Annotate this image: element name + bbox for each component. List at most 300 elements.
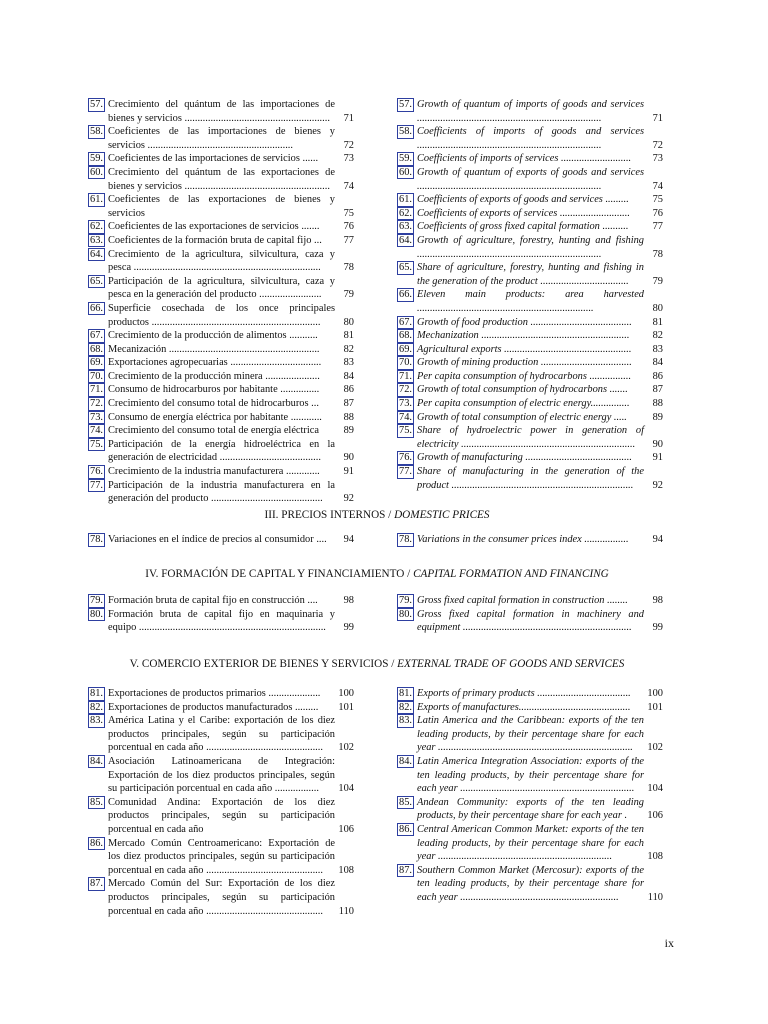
entry-number-link[interactable]: 63. [90,234,103,246]
toc-entry [88,837,354,878]
entry-number-cell [397,220,417,234]
entry-number-cell [88,152,108,166]
entry-title: Variations in the consumer prices index ................. [417,534,629,545]
entry-number-link[interactable]: 78. [399,534,412,545]
entry-number-link[interactable]: 85. [399,796,412,808]
toc-entry [397,796,663,823]
toc-entry [88,329,354,343]
entry-number-cell [397,234,417,248]
toc-block-1 [88,98,666,505]
entry-title: Coeficientes de las importaciones de servicios ...... [108,153,319,165]
toc-entry [88,533,354,547]
entry-page-number: 82 [652,330,663,342]
entry-number-link[interactable]: 84. [90,755,103,767]
entry-page-number: 74 [343,180,354,192]
entry-number-link[interactable]: 62. [90,221,103,233]
entry-page-number: 102 [338,742,354,754]
entry-number-cell [397,356,417,370]
entry-number-link[interactable]: 77. [90,479,103,491]
heading-spanish: IV. FORMACIÓN DE CAPITAL Y FINANCIAMIENTO / [145,568,414,580]
entry-page-number: 75 [343,207,354,219]
entry-page-number: 86 [343,384,354,396]
entry-number-cell [397,288,417,302]
toc-entry [397,316,663,330]
entry-page-number: 87 [343,398,354,410]
entry-page-number: 99 [343,622,354,634]
toc-entry [397,714,663,755]
entry-title: Mercado Común Centroamericano: Exportación de los diez productos principales, según su participación porcentual en cada año ............................................. [108,837,335,876]
entry-title: Coefficients of gross fixed capital formation .......... [417,221,629,233]
entry-page-number: 83 [652,343,663,355]
entry-number-link[interactable]: 58. [399,126,412,138]
toc-entry [397,687,663,701]
entry-number-link[interactable]: 80. [399,608,412,620]
entry-title: Share of agriculture, forestry, hunting and fishing in the generation of the product .................................. [417,262,644,287]
entry-number-link[interactable]: 73. [399,398,412,410]
entry-title: Crecimiento de la agricultura, silvicultura, caza y pesca ........................................................................ [108,248,335,274]
entry-page-number: 98 [652,595,663,606]
entry-number-link[interactable]: 67. [399,316,412,328]
entry-number-cell [88,796,108,810]
toc-column-spanish [88,594,354,635]
entry-number-cell [88,275,108,289]
toc-entry [88,714,354,755]
section-heading [88,568,666,580]
entry-number-link[interactable]: 60. [399,166,412,178]
toc-entry [397,411,663,425]
entry-number-cell [397,755,417,769]
entry-number-cell [397,316,417,330]
entry-page-number: 89 [343,425,354,437]
toc-entry [397,193,663,207]
entry-title: Growth of quantum of exports of goods and services ....................................................................... [417,166,644,192]
entry-page-number: 91 [652,452,663,464]
toc-entry [88,152,354,166]
entry-number-link[interactable]: 71. [90,384,103,396]
entry-page-number: 104 [338,783,354,795]
entry-title: Share of hydroelectric power in generation of electricity ................................................................... [417,425,644,450]
entry-number-link[interactable]: 64. [399,234,412,246]
entry-page-number: 110 [647,891,663,903]
entry-number-link[interactable]: 79. [90,595,103,606]
entry-title: Growth of total consumption of electric energy ..... [417,411,627,423]
section-heading [88,658,666,670]
entry-number-cell [397,823,417,837]
entry-title: Gross fixed capital formation in machinery and equipment ................................................................. [417,608,644,634]
entry-title: Participación de la energía hidroeléctrica en la generación de electricidad ....................................... [108,438,335,464]
entry-number-link[interactable]: 80. [90,608,103,620]
entry-page-number: 82 [343,343,354,355]
entry-page-number: 88 [652,398,663,410]
entry-title: Coefficients of exports of goods and services ......... [417,194,629,206]
heading-spanish: III. PRECIOS INTERNOS / [264,509,395,521]
entry-number-cell [88,479,108,493]
entry-title: Agricultural exports ................................................. [417,343,632,355]
entry-page-number: 84 [652,357,663,369]
entry-number-cell [397,687,417,701]
toc-entry [88,479,354,506]
toc-column-english [397,594,663,635]
entry-number-link[interactable]: 68. [90,343,103,355]
toc-entry [88,438,354,465]
toc-entry [88,755,354,796]
entry-title: Coefficients of exports of services ........................... [417,207,630,219]
entry-page-number: 71 [343,112,354,124]
entry-title: Growth of agriculture, forestry, hunting and fishing ....................................................................... [417,234,644,260]
entry-page-number: 94 [343,534,354,545]
entry-number-link[interactable]: 73. [90,411,103,423]
entry-number-cell [397,207,417,221]
toc-entry [397,823,663,864]
entry-number-cell [88,98,108,112]
entry-title: Participación de la industria manufacturera en la generación del producto ........................................... [108,479,335,505]
toc-entry [397,608,663,635]
entry-number-link[interactable]: 59. [399,153,412,165]
entry-page-number: 108 [647,851,663,863]
toc-entry [88,411,354,425]
entry-number-cell [88,370,108,384]
toc-entry [397,533,663,547]
entry-number-link[interactable]: 82. [399,701,412,713]
entry-title: Growth of food production ....................................... [417,316,632,328]
toc-entry [88,877,354,918]
entry-number-link[interactable]: 72. [399,384,412,396]
entry-title: Latin America and the Caribbean: exports of the ten leading products, by their percentage share for each year ........................................................................... [417,715,644,754]
toc-entry [88,608,354,635]
toc-entry [397,288,663,315]
entry-number-link[interactable]: 77. [399,466,412,478]
toc-entry [88,370,354,384]
entry-page-number: 77 [652,221,663,233]
toc-column-english [397,533,663,547]
entry-page-number: 104 [647,783,663,795]
entry-number-link[interactable]: 68. [399,330,412,342]
section-external-trade [88,658,666,917]
entry-title: Coeficientes de las importaciones de bienes y servicios ........................................................ [108,126,335,151]
entry-number-cell [397,261,417,275]
entry-number-cell [397,397,417,411]
entry-title: Growth of manufacturing ......................................... [417,452,632,464]
toc-entry [397,755,663,796]
entry-page-number: 83 [343,357,354,369]
entry-title: Exportaciones de productos manufacturados ......... [108,701,319,713]
entry-number-cell [397,343,417,357]
entry-page-number: 90 [343,452,354,464]
entry-page-number: 106 [647,810,663,822]
toc-entry [88,356,354,370]
entry-number-link[interactable]: 86. [399,823,412,835]
entry-number-cell [397,533,417,547]
entry-number-cell [88,608,108,622]
entry-number-cell [88,438,108,452]
entry-number-link[interactable]: 72. [90,398,103,410]
section-capital-formation [88,568,666,638]
entry-page-number: 81 [343,330,354,342]
entry-title: Mechanization ......................................................... [417,330,630,342]
entry-number-cell [88,424,108,438]
toc-entry [88,302,354,329]
entry-page-number: 76 [343,221,354,233]
entry-number-link[interactable]: 58. [90,126,103,138]
entry-number-link[interactable]: 70. [399,357,412,369]
heading-english: DOMESTIC PRICES [394,509,490,521]
entry-number-link[interactable]: 69. [90,357,103,369]
toc-entry [397,424,663,451]
entry-number-link[interactable]: 81. [90,688,103,699]
heading-english: CAPITAL FORMATION AND FINANCING [413,568,609,580]
entry-title: Per capita consumption of hydrocarbons ................ [417,370,632,382]
entry-page-number: 80 [652,302,663,314]
toc-entry [88,166,354,193]
toc-entry [88,687,354,701]
entry-page-number: 94 [652,534,663,545]
toc-entry [88,465,354,479]
entry-number-cell [88,877,108,891]
entry-number-cell [88,125,108,139]
entry-page-number: 73 [652,153,663,165]
entry-page-number: 73 [343,153,354,165]
entry-number-link[interactable]: 75. [399,425,412,437]
entry-page-number: 84 [343,370,354,382]
toc-entry [88,594,354,608]
toc-entry [397,343,663,357]
toc-column-english [397,98,663,492]
toc-entry [397,207,663,221]
toc-entry [88,275,354,302]
entry-page-number: 77 [343,234,354,246]
entry-page-number: 78 [343,262,354,274]
entry-number-cell [397,594,417,608]
entry-page-number: 79 [652,275,663,287]
entry-page-number: 101 [647,701,663,713]
entry-number-cell [88,193,108,207]
toc-entry [397,397,663,411]
entry-title: Crecimiento de la producción minera ..................... [108,370,320,382]
entry-number-cell [397,864,417,878]
entry-number-link[interactable]: 57. [90,99,103,110]
entry-number-cell [88,837,108,851]
entry-page-number: 110 [338,905,354,917]
entry-number-cell [88,397,108,411]
entry-title: Crecimiento del quántum de las importaciones de bienes y servicios ........................................................ [108,99,335,124]
toc-entry [397,261,663,288]
entry-page-number: 72 [652,139,663,151]
entry-number-link[interactable]: 83. [399,715,412,727]
entry-number-link[interactable]: 86. [90,837,103,849]
toc-entry [88,125,354,152]
entry-page-number: 101 [338,701,354,713]
entry-number-cell [88,248,108,262]
entry-page-number: 79 [343,289,354,301]
entry-number-link[interactable]: 67. [90,330,103,342]
entry-number-cell [88,411,108,425]
entry-number-cell [397,329,417,343]
toc-entry [397,152,663,166]
entry-number-cell [88,166,108,180]
entry-page-number: 100 [647,688,663,699]
entry-number-cell [88,234,108,248]
entry-number-link[interactable]: 59. [90,153,103,165]
entry-number-cell [88,755,108,769]
entry-number-cell [397,98,417,112]
entry-title: Coefficients of imports of goods and services ....................................................................... [417,126,644,151]
entry-page-number: 81 [652,316,663,328]
entry-title: Central American Common Market: exports of the ten leading products, by their percentage share for each year ................................................................... [417,823,644,863]
toc-entry [397,166,663,193]
entry-number-link[interactable]: 62. [399,207,412,219]
entry-number-link[interactable]: 76. [90,466,103,478]
entry-number-cell [397,701,417,715]
entry-title: Exports of primary products .................................... [417,688,631,699]
toc-entry [88,701,354,715]
entry-page-number: 75 [652,194,663,206]
entry-number-link[interactable]: 66. [399,289,412,301]
entry-number-cell [397,608,417,622]
toc-entry [397,329,663,343]
entry-title: Formación bruta de capital fijo en maquinaria y equipo ........................................................................ [108,608,335,634]
entry-page-number: 72 [343,139,354,151]
toc-entry [88,193,354,220]
entry-title: Crecimiento del consumo total de hidrocarburos ... [108,398,319,410]
entry-page-number: 92 [652,479,663,491]
entry-title: América Latina y el Caribe: exportación de los diez productos principales, según su participación porcentual en cada año ............................................. [108,715,335,754]
entry-number-cell [88,533,108,547]
entry-page-number: 89 [652,411,663,423]
entry-number-link[interactable]: 57. [399,99,412,110]
entry-title: Formación bruta de capital fijo en construcción .... [108,595,318,606]
entry-number-link[interactable]: 66. [90,302,103,314]
entry-number-link[interactable]: 83. [90,715,103,727]
entry-title: Comunidad Andina: Exportación de los diez productos principales, según su participación porcentual en cada año [108,796,335,835]
toc-entry [397,594,663,608]
entry-number-cell [88,714,108,728]
entry-number-cell [397,714,417,728]
entry-page-number: 74 [652,180,663,192]
entry-number-link[interactable]: 82. [90,701,103,713]
entry-page-number: 99 [652,622,663,634]
toc-entry [397,451,663,465]
page-number: ix [664,936,674,950]
toc-entry [397,356,663,370]
entry-number-link[interactable]: 81. [399,688,412,699]
toc-entry [397,220,663,234]
entry-title: Crecimiento del consumo total de energía eléctrica [108,425,319,437]
entry-number-link[interactable]: 79. [399,595,412,606]
entry-page-number: 102 [647,742,663,754]
toc-entry [88,234,354,248]
toc-column-spanish [88,687,354,918]
entry-title: Coeficientes de las exportaciones de servicios ....... [108,221,320,233]
entry-number-cell [88,465,108,479]
entry-title: Variaciones en el índice de precios al consumidor .... [108,534,327,545]
entry-title: Crecimiento de la producción de alimentos ........... [108,330,318,342]
entry-number-link[interactable]: 63. [399,221,412,233]
entry-title: Participación de la agricultura, silvicultura, caza y pesca en la generación del producto ........................ [108,275,335,301]
entry-number-cell [397,411,417,425]
entry-title: Per capita consumption of electric energy............... [417,398,630,410]
entry-title: Coeficientes de la formación bruta de capital fijo ... [108,234,322,246]
entry-number-link[interactable]: 78. [90,534,103,545]
entry-number-cell [397,451,417,465]
entry-number-cell [88,594,108,608]
entry-title: Exports of manufactures........................................... [417,701,631,713]
entry-number-link[interactable]: 71. [399,370,412,382]
entry-number-link[interactable]: 70. [90,370,103,382]
entry-title: Gross fixed capital formation in construction ........ [417,595,628,606]
entry-number-cell [88,687,108,701]
entry-page-number: 78 [652,248,663,260]
entry-number-cell [397,125,417,139]
entry-page-number: 88 [343,411,354,423]
toc-entry [397,125,663,152]
entry-number-link[interactable]: 61. [399,194,412,206]
entry-title: Southern Common Market (Mercosur): exports of the ten leading products, by their percentage share for each year ............................................................. [417,864,644,903]
entry-number-cell [88,343,108,357]
toc-entry [88,220,354,234]
entry-page-number: 71 [652,112,663,124]
entry-page-number: 76 [652,207,663,219]
entry-page-number: 100 [338,688,354,699]
entry-title: Consumo de hidrocarburos por habitante ............... [108,384,320,396]
entry-number-link[interactable]: 69. [399,343,412,355]
entry-title: Mecanización .......................................................... [108,343,320,355]
entry-title: Coeficientes de las exportaciones de bienes y servicios [108,194,335,219]
entry-number-link[interactable]: 74. [90,425,103,437]
entry-page-number: 108 [338,864,354,876]
entry-number-link[interactable]: 75. [90,438,103,450]
entry-number-cell [397,370,417,384]
entry-title: Exportaciones de productos primarios .................... [108,688,321,699]
entry-number-cell [397,465,417,479]
entry-title: Latin America Integration Association: exports of the ten leading products, by their percentage share for each year ................................................................... [417,755,644,795]
entry-number-link[interactable]: 85. [90,796,103,808]
entry-number-link[interactable]: 65. [399,262,412,274]
toc-entry [88,796,354,837]
toc-column-english [397,687,663,905]
entry-page-number: 80 [343,316,354,328]
toc-entry [397,383,663,397]
heading-spanish: V. COMERCIO EXTERIOR DE BIENES Y SERVICIOS / [129,658,398,670]
toc-entry [88,248,354,275]
entry-number-link[interactable]: 60. [90,166,103,178]
entry-page-number: 106 [338,823,354,835]
entry-number-link[interactable]: 87. [90,878,103,890]
entry-number-cell [397,193,417,207]
entry-number-cell [88,302,108,316]
toc-column-spanish [88,98,354,506]
toc-entry [88,424,354,438]
toc-entry [88,383,354,397]
entry-number-cell [397,166,417,180]
entry-title: Growth of total consumption of hydrocarbons ....... [417,384,628,396]
entry-number-link[interactable]: 61. [90,194,103,206]
entry-number-cell [88,356,108,370]
toc-column-spanish [88,533,354,547]
entry-number-link[interactable]: 87. [399,864,412,876]
entry-title: Crecimiento de la industria manufacturera ............. [108,466,320,478]
entry-number-link[interactable]: 74. [399,411,412,423]
entry-page-number: 92 [343,493,354,505]
entry-title: Andean Community: exports of the ten leading products, by their percentage share for each year . [417,796,644,822]
entry-number-link[interactable]: 76. [399,452,412,464]
entry-number-cell [88,329,108,343]
entry-number-link[interactable]: 84. [399,755,412,767]
entry-number-link[interactable]: 64. [90,248,103,260]
entry-title: Exportaciones agropecuarias ................................... [108,357,322,369]
entry-page-number: 91 [343,466,354,478]
entry-number-cell [397,152,417,166]
entry-number-link[interactable]: 65. [90,275,103,287]
